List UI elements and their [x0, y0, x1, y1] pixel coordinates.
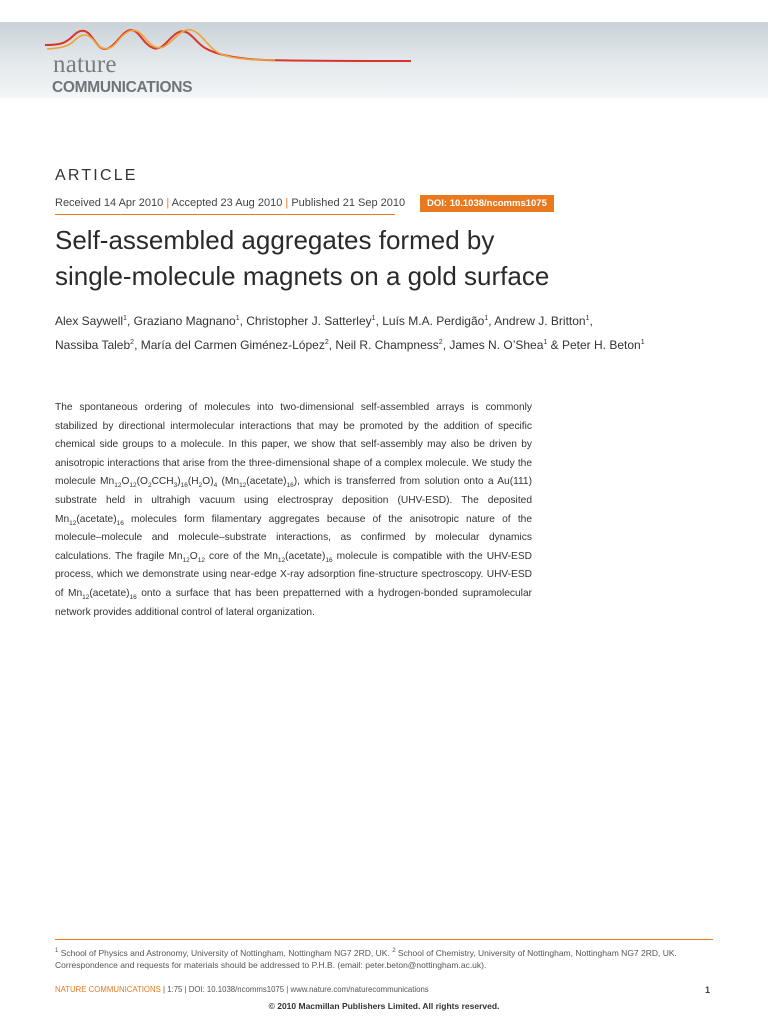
affiliation-marker: 2 [392, 948, 396, 954]
title-line-1: Self-assembled aggregates formed by [55, 225, 495, 255]
author-affiliation-marker: 2 [438, 339, 443, 346]
logo-nature-text: nature [53, 51, 117, 78]
article-title [55, 222, 715, 294]
abstract-text: ), which is transferred from solution onto a Au(111) substrate held in ultrahigh vacuum using electrospray deposition (UHV-ESD). The deposited Mn [55, 476, 532, 525]
affiliation-marker: 1 [55, 948, 59, 954]
affiliation-2: School of Chemistry, University of Nottingham, Nottingham NG7 2RD, UK. Correspondence and requests for materials should be addressed to P.H.B. (email: peter.beton@nottingham.ac.uk). [55, 947, 677, 971]
date-separator: | [166, 197, 172, 209]
page-number: 1 [705, 985, 711, 995]
doi-badge[interactable]: DOI: 10.1038/ncomms1075 [420, 195, 554, 212]
author-name[interactable]: María del Carmen Giménez-López [140, 338, 325, 352]
abstract-text: molecule is compatible with the UHV-ESD process, which we demonstrate using near-edge X-ray adsorption fine-structure spectroscopy. UHV-ESD of Mn [55, 550, 532, 599]
abstract-text: (acetate) [76, 513, 117, 525]
footer-details: | 1:75 | DOI: 10.1038/ncomms1075 | www.nature.com/naturecommunications [160, 985, 429, 994]
abstract-text: onto a surface that has been prepatterned with a hydrogen-bonded supramolecular network provides additional control of lateral organization. [55, 587, 533, 618]
abstract-text: (acetate) [89, 587, 130, 599]
author-name[interactable]: Graziano Magnano [133, 314, 236, 328]
author-name[interactable]: Neil R. Champness [335, 338, 439, 352]
author-name[interactable]: Peter H. Beton [561, 338, 641, 352]
date-separator: | [285, 197, 292, 209]
abstract-text: (Mn [221, 476, 240, 488]
title-line-2: single-molecule magnets on a gold surface [55, 261, 550, 291]
author-affiliation-marker: 1 [371, 315, 376, 322]
author-affiliation-marker: 1 [123, 315, 127, 322]
publication-dates [55, 197, 406, 215]
article-type-label: ARTICLE [55, 167, 138, 184]
author-list: Alex Saywell$^1$, Graziano Magnano$^1$, Christopher J. Satterley$^1$, Luís M.A. Perdigão$^1$, Andrew J. Britton$^1$, Nassiba Taleb$^2$, María del Carmen Giménez-López$^2$, Neil R. Champness$^2$, James N. O’Shea$^1$ & Peter H. Beton$^1$ [55, 314, 645, 352]
author-name[interactable]: Andrew J. Britton [494, 314, 586, 328]
author-name[interactable]: Alex Saywell [55, 314, 124, 328]
author-name[interactable]: Christopher J. Satterley [246, 314, 372, 328]
author-affiliation-marker: 1 [543, 339, 548, 346]
author-affiliation-marker: 1 [235, 315, 240, 322]
footnote-divider [55, 939, 713, 940]
author-name[interactable]: James N. O’Shea [449, 338, 544, 352]
published-date: Published 21 Sep 2010 [291, 197, 406, 209]
author-affiliation-marker: 2 [324, 339, 329, 346]
author-name[interactable]: Luís M.A. Perdigão [382, 314, 485, 328]
journal-logo[interactable] [45, 22, 425, 98]
logo-communications-text: COMMUNICATIONS [52, 79, 193, 96]
abstract-text: core of the Mn [204, 550, 278, 562]
affiliations [55, 945, 715, 972]
abstract: The spontaneous ordering of molecules into two-dimensional self-assembled arrays is commonly stabilized by directional intermolecular interactions that may be promoted by the addition of specific chemical side groups to a molecule. In this paper, we show that self-assembly may also be driven by anisotropic interactions that arise from the three-dimensional shape of a complex molecule. We study the molecule $Mn_{12}O_{12}(O_2CCH_3)_{16}(H_2O)_4$ $(Mn_{12}(acetate)_{16})$, which is transferred from solution onto a Au(111) substrate held in ultrahigh vacuum using electrospray deposition (UHV-ESD). The deposited $Mn_{12}(acetate)_{16}$ molecules form filamentary aggregates because of the anisotropic nature of the molecule–molecule and molecule–substrate interactions, as confirmed by molecular dynamics calculations. The fragile $Mn_{12}O_{12}$ core of the $Mn_{12}(acetate)_{16}$ molecule is compatible with the UHV-ESD process, which we demonstrate using near-edge X-ray adsorption fine-structure spectroscopy. UHV-ESD of $Mn_{12}(acetate)_{16}$ onto a surface that has been prepatterned with a hydrogen-bonded supramolecular network provides additional control of lateral organization. [55, 402, 533, 618]
affiliation-1: School of Physics and Astronomy, University of Nottingham, Nottingham NG7 2RD, UK. [58, 947, 393, 958]
abstract-text: molecules form filamentary aggregates because of the anisotropic nature of the molecule–molecule and molecule–substrate interactions, as confirmed by molecular dynamics calculations. The fragile Mn [55, 513, 532, 562]
received-date: Received 14 Apr 2010 [55, 197, 164, 209]
author-affiliation-marker: 2 [130, 339, 135, 346]
copyright-notice: © 2010 Macmillan Publishers Limited. All rights reserved. [268, 1001, 500, 1011]
page-footer [55, 985, 429, 994]
abstract-text: The spontaneous ordering of molecules into two-dimensional self-assembled arrays is commonly stabilized by directional intermolecular interactions that may be promoted by the addition of specific chemical side groups to a molecule. In this paper, we show that self-assembly may also be driven by anisotropic interactions that arise from the three-dimensional shape of a complex molecule. We study the molecule Mn [55, 402, 532, 488]
author-affiliation-marker: 1 [640, 339, 645, 346]
abstract-text: (acetate) [246, 476, 287, 488]
author-name[interactable]: Nassiba Taleb [55, 338, 131, 352]
author-affiliation-marker: 1 [585, 315, 590, 322]
accepted-date: Accepted 23 Aug 2010 [171, 197, 283, 209]
footer-journal-name[interactable]: NATURE COMMUNICATIONS [55, 985, 161, 994]
author-affiliation-marker: 1 [484, 315, 489, 322]
abstract-text: (acetate) [285, 550, 326, 562]
